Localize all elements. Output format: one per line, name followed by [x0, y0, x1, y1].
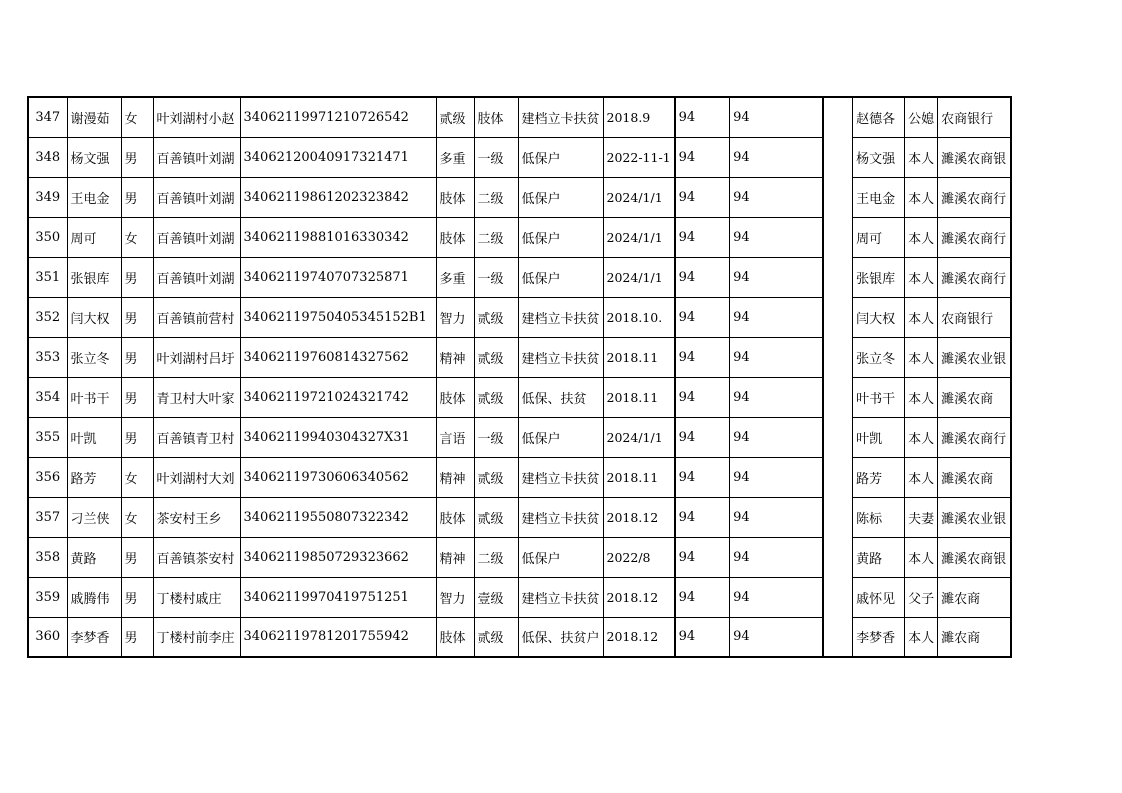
row-number-cell: 352 [28, 297, 67, 337]
row-number-cell: 360 [28, 617, 67, 657]
bank-name-cell: 濉溪农商行 [938, 217, 1011, 257]
bank-name-cell: 濉溪农商银 [938, 537, 1011, 577]
blank-cell-cell [823, 497, 853, 537]
subsidy-amount-1-cell: 94 [675, 217, 730, 257]
address-cell: 叶刘湖村大刘 [153, 457, 240, 497]
id-number-cell: 34062119861202323842 [240, 177, 436, 217]
relation-cell: 本人 [905, 337, 938, 377]
table-row [28, 617, 1011, 657]
household-type-cell: 低保户 [518, 257, 603, 297]
relation-cell: 本人 [905, 617, 938, 657]
bank-name-cell: 濉溪农商行 [938, 417, 1011, 457]
gender-cell: 男 [121, 177, 153, 217]
subsidy-amount-1-cell: 94 [675, 177, 730, 217]
subsidy-amount-1-cell: 94 [675, 297, 730, 337]
relation-cell: 本人 [905, 137, 938, 177]
subsidy-amount-2-cell: 94 [730, 97, 823, 137]
disability-level-cell: 一级 [474, 417, 518, 457]
row-number-cell: 347 [28, 97, 67, 137]
row-number-cell: 357 [28, 497, 67, 537]
bank-name-cell: 农商银行 [938, 297, 1011, 337]
bank-name-cell: 濉农商 [938, 577, 1011, 617]
recipient-name-cell: 杨文强 [853, 137, 905, 177]
disability-category-cell: 肢体 [436, 617, 474, 657]
table-row [28, 577, 1011, 617]
id-number-cell: 34062119970419751251 [240, 577, 436, 617]
person-name-cell: 黄路 [67, 537, 121, 577]
relation-cell: 本人 [905, 537, 938, 577]
blank-cell-cell [823, 537, 853, 577]
household-type-cell: 低保、扶贫户 [518, 617, 603, 657]
start-date-cell: 2022-11-1 [603, 137, 675, 177]
table-row [28, 377, 1011, 417]
subsidy-amount-1-cell: 94 [675, 257, 730, 297]
person-name-cell: 刁兰侠 [67, 497, 121, 537]
gender-cell: 男 [121, 577, 153, 617]
recipient-name-cell: 闫大权 [853, 297, 905, 337]
recipient-name-cell: 李梦香 [853, 617, 905, 657]
address-cell: 丁楼村前李庄 [153, 617, 240, 657]
bank-name-cell: 濉溪农商行 [938, 257, 1011, 297]
relation-cell: 本人 [905, 297, 938, 337]
relation-cell: 本人 [905, 177, 938, 217]
subsidy-amount-1-cell: 94 [675, 137, 730, 177]
disability-category-cell: 智力 [436, 577, 474, 617]
subsidy-amount-1-cell: 94 [675, 617, 730, 657]
id-number-cell: 34062119721024321742 [240, 377, 436, 417]
household-type-cell: 低保、扶贫 [518, 377, 603, 417]
recipient-name-cell: 叶书干 [853, 377, 905, 417]
start-date-cell: 2018.11 [603, 377, 675, 417]
household-type-cell: 低保户 [518, 417, 603, 457]
row-number-cell: 358 [28, 537, 67, 577]
recipient-name-cell: 黄路 [853, 537, 905, 577]
bank-name-cell: 濉溪农商银 [938, 137, 1011, 177]
subsidy-amount-2-cell: 94 [730, 257, 823, 297]
person-name-cell: 张银库 [67, 257, 121, 297]
recipient-name-cell: 赵德各 [853, 97, 905, 137]
person-name-cell: 杨文强 [67, 137, 121, 177]
bank-name-cell: 濉农商 [938, 617, 1011, 657]
address-cell: 百善镇叶刘湖 [153, 177, 240, 217]
bank-name-cell: 濉溪农业银 [938, 337, 1011, 377]
row-number-cell: 355 [28, 417, 67, 457]
person-name-cell: 叶书干 [67, 377, 121, 417]
disability-level-cell: 贰级 [474, 457, 518, 497]
gender-cell: 男 [121, 257, 153, 297]
blank-cell-cell [823, 457, 853, 497]
address-cell: 百善镇叶刘湖 [153, 257, 240, 297]
gender-cell: 女 [121, 217, 153, 257]
relation-cell: 父子 [905, 577, 938, 617]
id-number-cell: 34062119750405345152B1 [240, 297, 436, 337]
blank-cell-cell [823, 177, 853, 217]
disability-level-cell: 二级 [474, 177, 518, 217]
subsidy-amount-2-cell: 94 [730, 177, 823, 217]
blank-cell-cell [823, 417, 853, 457]
address-cell: 百善镇茶安村 [153, 537, 240, 577]
id-number-cell: 34062119940304327X31 [240, 417, 436, 457]
relation-cell: 本人 [905, 417, 938, 457]
address-cell: 百善镇叶刘湖 [153, 137, 240, 177]
recipient-name-cell: 周可 [853, 217, 905, 257]
subsidy-amount-2-cell: 94 [730, 137, 823, 177]
gender-cell: 男 [121, 297, 153, 337]
subsidy-amount-1-cell: 94 [675, 577, 730, 617]
subsidy-amount-1-cell: 94 [675, 377, 730, 417]
household-type-cell: 低保户 [518, 137, 603, 177]
row-number-cell: 349 [28, 177, 67, 217]
table-row [28, 417, 1011, 457]
disability-level-cell: 贰级 [474, 297, 518, 337]
disability-level-cell: 贰级 [474, 337, 518, 377]
blank-cell-cell [823, 377, 853, 417]
blank-cell-cell [823, 577, 853, 617]
start-date-cell: 2018.12 [603, 577, 675, 617]
start-date-cell: 2024/1/1 [603, 177, 675, 217]
table-row [28, 497, 1011, 537]
disability-category-cell: 肢体 [436, 217, 474, 257]
subsidy-amount-2-cell: 94 [730, 337, 823, 377]
id-number-cell: 34062119730606340562 [240, 457, 436, 497]
relation-cell: 夫妻 [905, 497, 938, 537]
row-number-cell: 351 [28, 257, 67, 297]
subsidy-amount-2-cell: 94 [730, 617, 823, 657]
disability-level-cell: 贰级 [474, 377, 518, 417]
blank-cell-cell [823, 257, 853, 297]
id-number-cell: 34062119971210726542 [240, 97, 436, 137]
row-number-cell: 359 [28, 577, 67, 617]
start-date-cell: 2024/1/1 [603, 417, 675, 457]
beneficiary-table [27, 96, 1012, 658]
disability-category-cell: 智力 [436, 297, 474, 337]
disability-category-cell: 多重 [436, 137, 474, 177]
recipient-name-cell: 陈标 [853, 497, 905, 537]
relation-cell: 本人 [905, 377, 938, 417]
disability-category-cell: 精神 [436, 337, 474, 377]
start-date-cell: 2024/1/1 [603, 257, 675, 297]
gender-cell: 女 [121, 497, 153, 537]
subsidy-amount-2-cell: 94 [730, 457, 823, 497]
bank-name-cell: 农商银行 [938, 97, 1011, 137]
subsidy-amount-1-cell: 94 [675, 337, 730, 377]
person-name-cell: 李梦香 [67, 617, 121, 657]
gender-cell: 女 [121, 457, 153, 497]
person-name-cell: 戚腾伟 [67, 577, 121, 617]
blank-cell-cell [823, 297, 853, 337]
gender-cell: 男 [121, 537, 153, 577]
recipient-name-cell: 叶凯 [853, 417, 905, 457]
recipient-name-cell: 张银库 [853, 257, 905, 297]
address-cell: 百善镇叶刘湖 [153, 217, 240, 257]
address-cell: 青卫村大叶家 [153, 377, 240, 417]
blank-cell-cell [823, 97, 853, 137]
subsidy-amount-1-cell: 94 [675, 417, 730, 457]
recipient-name-cell: 戚怀见 [853, 577, 905, 617]
person-name-cell: 周可 [67, 217, 121, 257]
household-type-cell: 低保户 [518, 537, 603, 577]
disability-category-cell: 肢体 [436, 497, 474, 537]
address-cell: 叶刘湖村小赵 [153, 97, 240, 137]
id-number-cell: 34062119760814327562 [240, 337, 436, 377]
recipient-name-cell: 张立冬 [853, 337, 905, 377]
bank-name-cell: 濉溪农商 [938, 377, 1011, 417]
table-row [28, 337, 1011, 377]
table-row [28, 297, 1011, 337]
subsidy-amount-2-cell: 94 [730, 497, 823, 537]
table-row [28, 537, 1011, 577]
subsidy-amount-1-cell: 94 [675, 537, 730, 577]
start-date-cell: 2018.12 [603, 617, 675, 657]
row-number-cell: 353 [28, 337, 67, 377]
disability-level-cell: 二级 [474, 537, 518, 577]
subsidy-amount-1-cell: 94 [675, 97, 730, 137]
gender-cell: 男 [121, 617, 153, 657]
bank-name-cell: 濉溪农商 [938, 457, 1011, 497]
recipient-name-cell: 王电金 [853, 177, 905, 217]
table-row [28, 217, 1011, 257]
id-number-cell: 34062119740707325871 [240, 257, 436, 297]
bank-name-cell: 濉溪农商行 [938, 177, 1011, 217]
household-type-cell: 低保户 [518, 217, 603, 257]
relation-cell: 本人 [905, 257, 938, 297]
subsidy-amount-2-cell: 94 [730, 537, 823, 577]
gender-cell: 男 [121, 417, 153, 457]
table-row [28, 137, 1011, 177]
row-number-cell: 348 [28, 137, 67, 177]
row-number-cell: 356 [28, 457, 67, 497]
disability-level-cell: 贰级 [474, 617, 518, 657]
blank-cell-cell [823, 337, 853, 377]
person-name-cell: 叶凯 [67, 417, 121, 457]
blank-cell-cell [823, 217, 853, 257]
gender-cell: 男 [121, 337, 153, 377]
table-row [28, 97, 1011, 137]
disability-category-cell: 精神 [436, 537, 474, 577]
disability-category-cell: 多重 [436, 257, 474, 297]
disability-level-cell: 贰级 [474, 497, 518, 537]
address-cell: 丁楼村戚庄 [153, 577, 240, 617]
disability-level-cell: 肢体 [474, 97, 518, 137]
subsidy-amount-1-cell: 94 [675, 497, 730, 537]
start-date-cell: 2018.12 [603, 497, 675, 537]
relation-cell: 本人 [905, 457, 938, 497]
household-type-cell: 建档立卡扶贫 [518, 497, 603, 537]
household-type-cell: 建档立卡扶贫 [518, 297, 603, 337]
address-cell: 百善镇前营村 [153, 297, 240, 337]
table-row [28, 457, 1011, 497]
row-number-cell: 354 [28, 377, 67, 417]
blank-cell-cell [823, 137, 853, 177]
household-type-cell: 低保户 [518, 177, 603, 217]
address-cell: 茶安村王乡 [153, 497, 240, 537]
subsidy-amount-2-cell: 94 [730, 297, 823, 337]
household-type-cell: 建档立卡扶贫 [518, 577, 603, 617]
start-date-cell: 2018.9 [603, 97, 675, 137]
address-cell: 百善镇青卫村 [153, 417, 240, 457]
gender-cell: 男 [121, 377, 153, 417]
person-name-cell: 闫大权 [67, 297, 121, 337]
subsidy-amount-2-cell: 94 [730, 417, 823, 457]
blank-cell-cell [823, 617, 853, 657]
household-type-cell: 建档立卡扶贫 [518, 457, 603, 497]
disability-category-cell: 肢体 [436, 377, 474, 417]
person-name-cell: 路芳 [67, 457, 121, 497]
start-date-cell: 2022/8 [603, 537, 675, 577]
gender-cell: 女 [121, 97, 153, 137]
start-date-cell: 2018.11 [603, 337, 675, 377]
table-row [28, 257, 1011, 297]
disability-category-cell: 言语 [436, 417, 474, 457]
person-name-cell: 谢漫茹 [67, 97, 121, 137]
disability-category-cell: 精神 [436, 457, 474, 497]
person-name-cell: 王电金 [67, 177, 121, 217]
relation-cell: 公媳 [905, 97, 938, 137]
relation-cell: 本人 [905, 217, 938, 257]
id-number-cell: 34062119850729323662 [240, 537, 436, 577]
disability-level-cell: 一级 [474, 257, 518, 297]
start-date-cell: 2024/1/1 [603, 217, 675, 257]
start-date-cell: 2018.10. [603, 297, 675, 337]
id-number-cell: 34062119550807322342 [240, 497, 436, 537]
disability-level-cell: 一级 [474, 137, 518, 177]
subsidy-amount-2-cell: 94 [730, 577, 823, 617]
bank-name-cell: 濉溪农业银 [938, 497, 1011, 537]
start-date-cell: 2018.11 [603, 457, 675, 497]
address-cell: 叶刘湖村吕圩 [153, 337, 240, 377]
disability-category-cell: 肢体 [436, 177, 474, 217]
gender-cell: 男 [121, 137, 153, 177]
recipient-name-cell: 路芳 [853, 457, 905, 497]
table-row [28, 177, 1011, 217]
disability-level-cell: 壹级 [474, 577, 518, 617]
id-number-cell: 34062119881016330342 [240, 217, 436, 257]
table-body [28, 97, 1011, 657]
id-number-cell: 34062119781201755942 [240, 617, 436, 657]
person-name-cell: 张立冬 [67, 337, 121, 377]
subsidy-amount-1-cell: 94 [675, 457, 730, 497]
household-type-cell: 建档立卡扶贫 [518, 97, 603, 137]
id-number-cell: 34062120040917321471 [240, 137, 436, 177]
household-type-cell: 建档立卡扶贫 [518, 337, 603, 377]
disability-category-cell: 贰级 [436, 97, 474, 137]
subsidy-amount-2-cell: 94 [730, 377, 823, 417]
disability-level-cell: 二级 [474, 217, 518, 257]
row-number-cell: 350 [28, 217, 67, 257]
subsidy-amount-2-cell: 94 [730, 217, 823, 257]
